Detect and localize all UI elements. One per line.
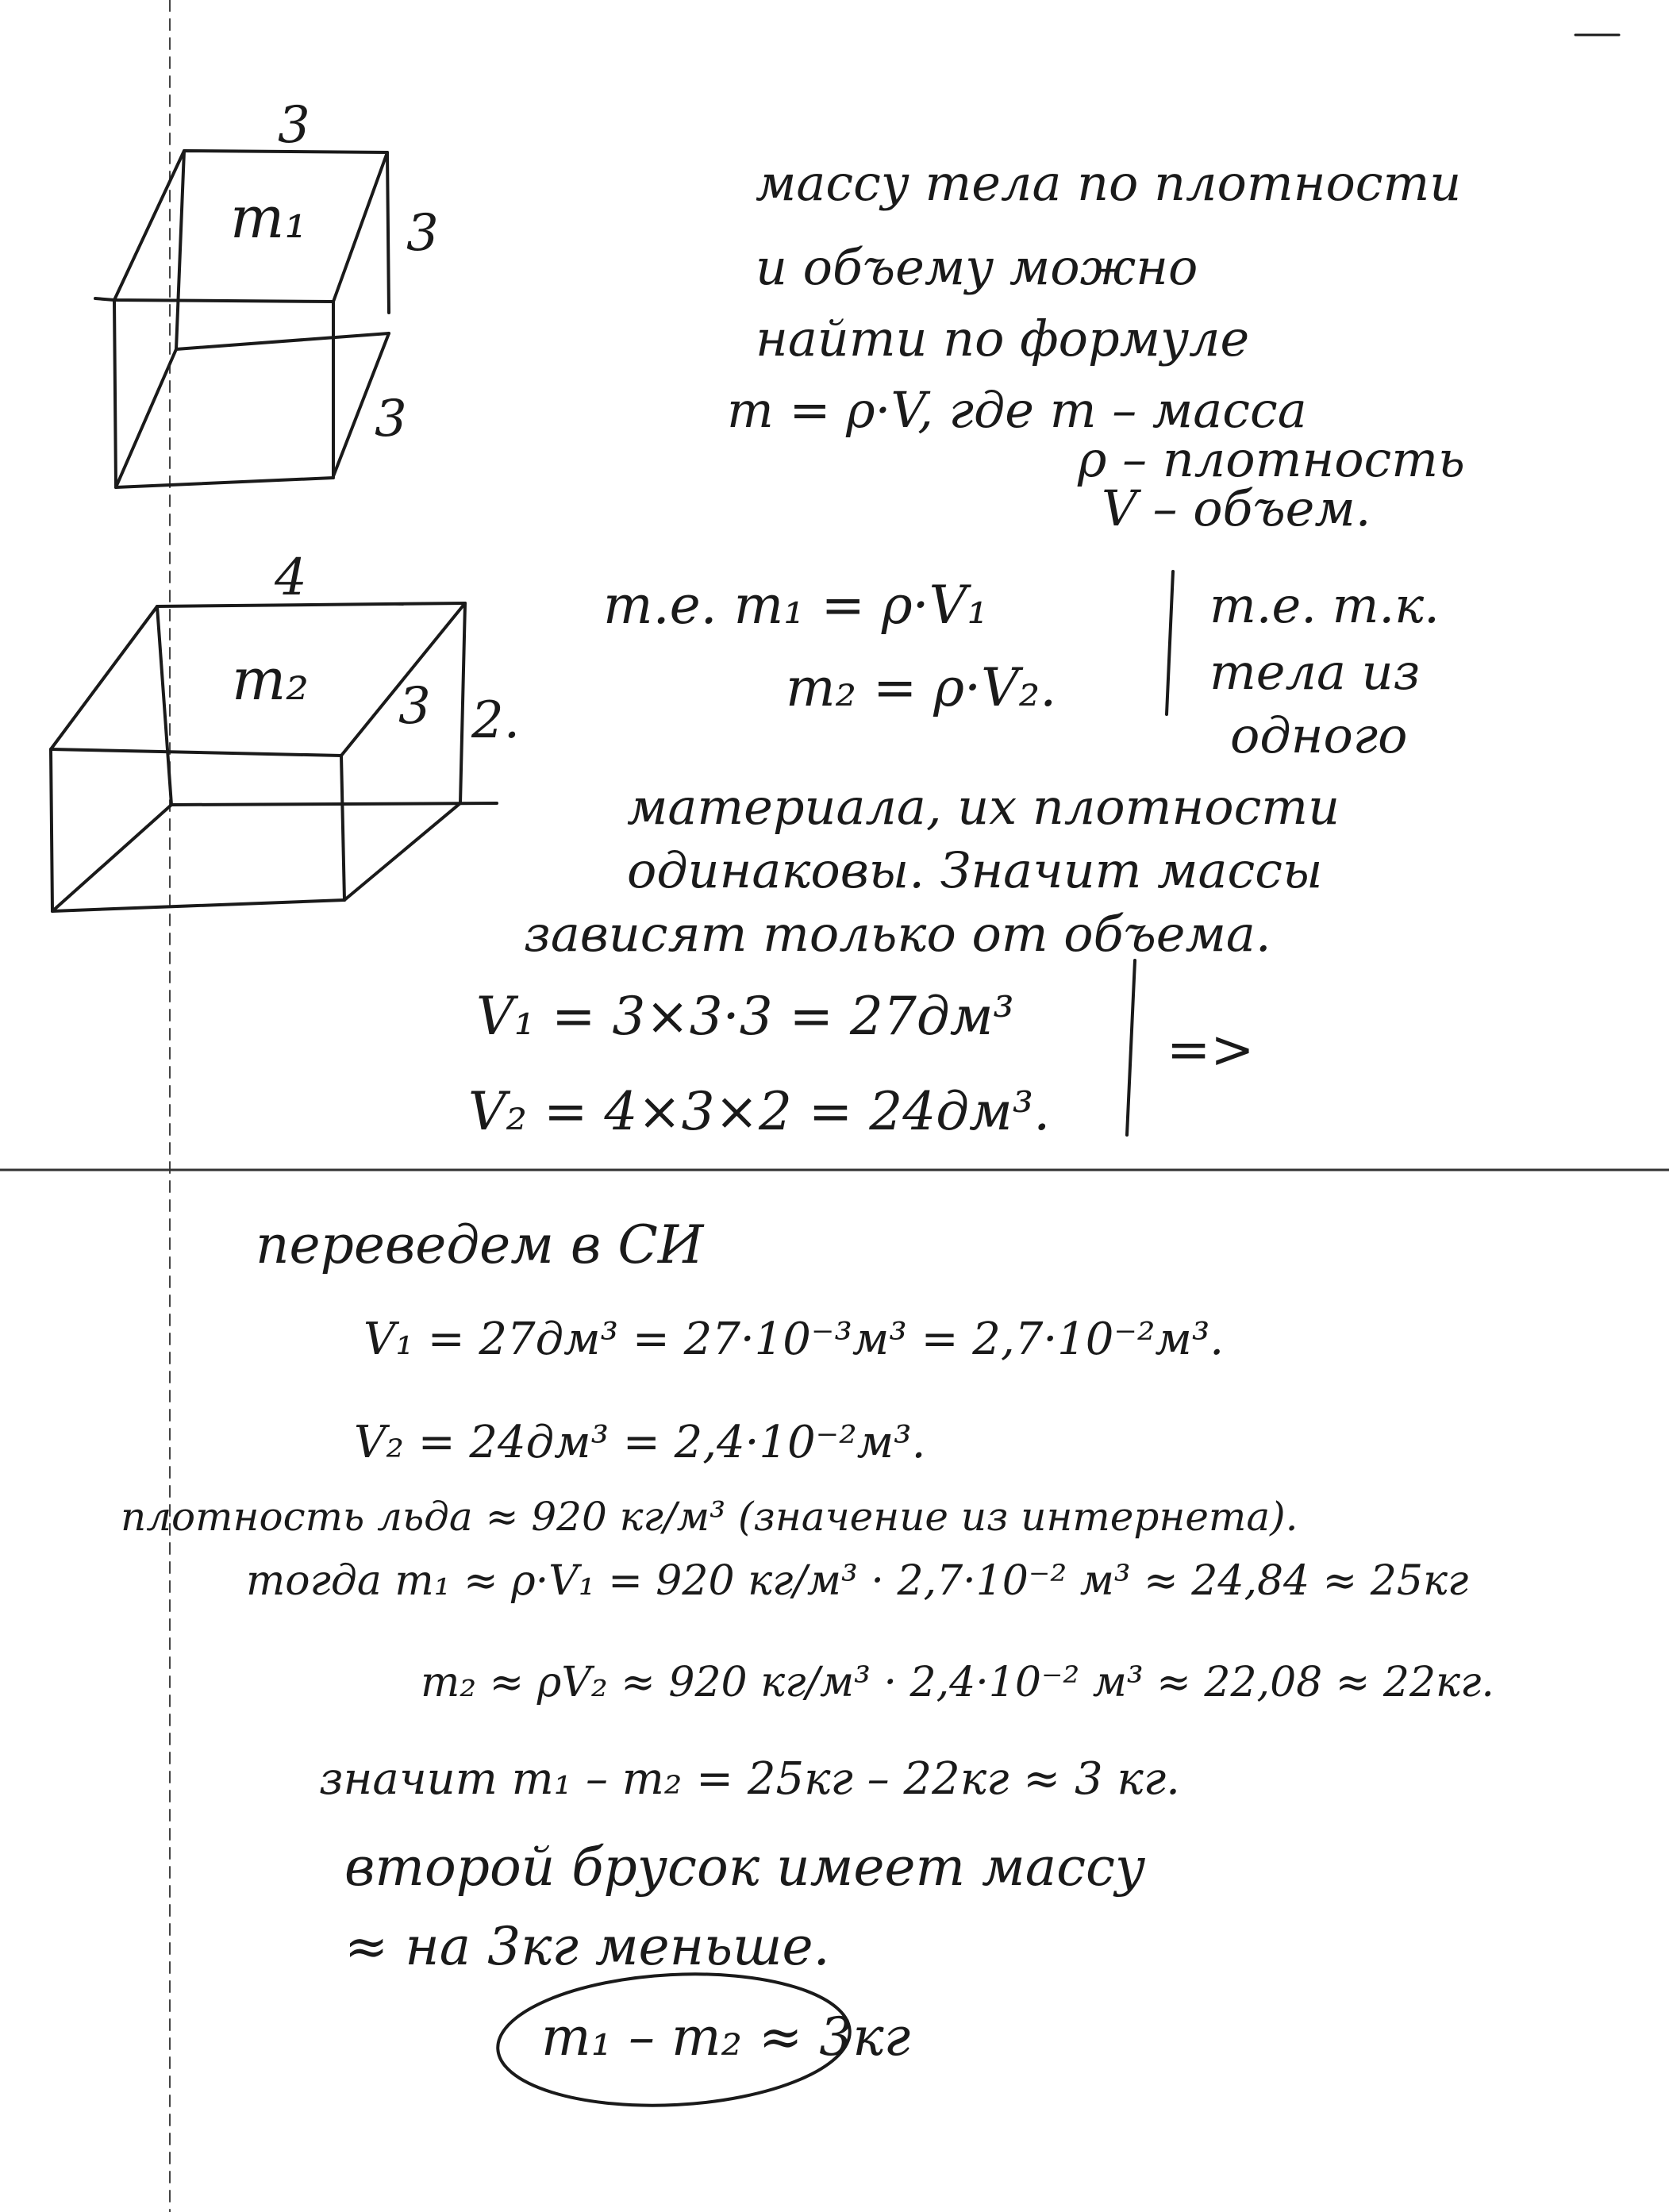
text-line: т.е. т.к. xyxy=(1209,576,1440,634)
box1-side-edge-label: 3 xyxy=(375,390,407,448)
text-line: зависят только от объема. xyxy=(524,905,1271,963)
text-line: одинаковы. Значит массы xyxy=(627,841,1323,899)
text-line: плотность льда ≈ 920 кг/м³ (значение из интернета). xyxy=(121,1494,1298,1540)
text-line: массу тела по плотности xyxy=(756,154,1462,212)
formula-line: т.е. m₁ = ρ·V₁ xyxy=(603,575,988,636)
answer: m₁ – m₂ ≈ 3кг xyxy=(541,2006,911,2068)
formula-line: тогда m₁ ≈ ρ·V₁ = 920 кг/м³ · 2,7·10⁻² м³ ≈ 24,84 ≈ 25кг xyxy=(246,1557,1469,1605)
box2-label: m₂ xyxy=(232,646,310,713)
conclusion-line: второй брусок имеет массу xyxy=(344,1837,1146,1898)
text-line: тела из xyxy=(1209,643,1421,701)
box2-height-edge-label: 2. xyxy=(471,691,521,750)
implies-arrow: => xyxy=(1167,1019,1255,1080)
text-line: и объему можно xyxy=(756,238,1198,296)
box1-right-edge-label: 3 xyxy=(406,204,439,263)
text-line: ρ – плотность xyxy=(1078,430,1465,488)
text-line: найти по формуле xyxy=(756,310,1250,367)
formula-line: V₁ = 27дм³ = 27·10⁻³м³ = 2,7·10⁻²м³. xyxy=(363,1314,1225,1365)
formula-line: значит m₁ – m₂ = 25кг – 22кг ≈ 3 кг. xyxy=(319,1753,1180,1805)
conclusion-line: ≈ на 3кг меньше. xyxy=(344,1916,830,1977)
section-heading: переведем в СИ xyxy=(256,1214,704,1275)
formula-line: m₂ ≈ ρV₂ ≈ 920 кг/м³ · 2,4·10⁻² м³ ≈ 22,08 ≈ 22кг. xyxy=(421,1659,1494,1706)
formula-line: V₁ = 3×3·3 = 27дм³ xyxy=(476,986,1014,1047)
formula-line: m₂ = ρ·V₂. xyxy=(786,657,1057,718)
text-line: одного xyxy=(1230,706,1408,764)
box2-top-edge-label: 4 xyxy=(275,548,307,607)
box2-depth-edge-label: 3 xyxy=(398,677,431,736)
formula-line: V₂ = 4×3×2 = 24дм³. xyxy=(468,1081,1051,1142)
text-line: V – объем. xyxy=(1102,479,1371,537)
formula-line: V₂ = 24дм³ = 2,4·10⁻²м³. xyxy=(354,1417,926,1468)
box1-label: m₁ xyxy=(230,184,308,251)
box1-top-edge-label: 3 xyxy=(278,96,310,155)
text-line: материала, их плотности xyxy=(627,778,1340,836)
formula-line: m = ρ·V, где m – масса xyxy=(727,381,1307,439)
